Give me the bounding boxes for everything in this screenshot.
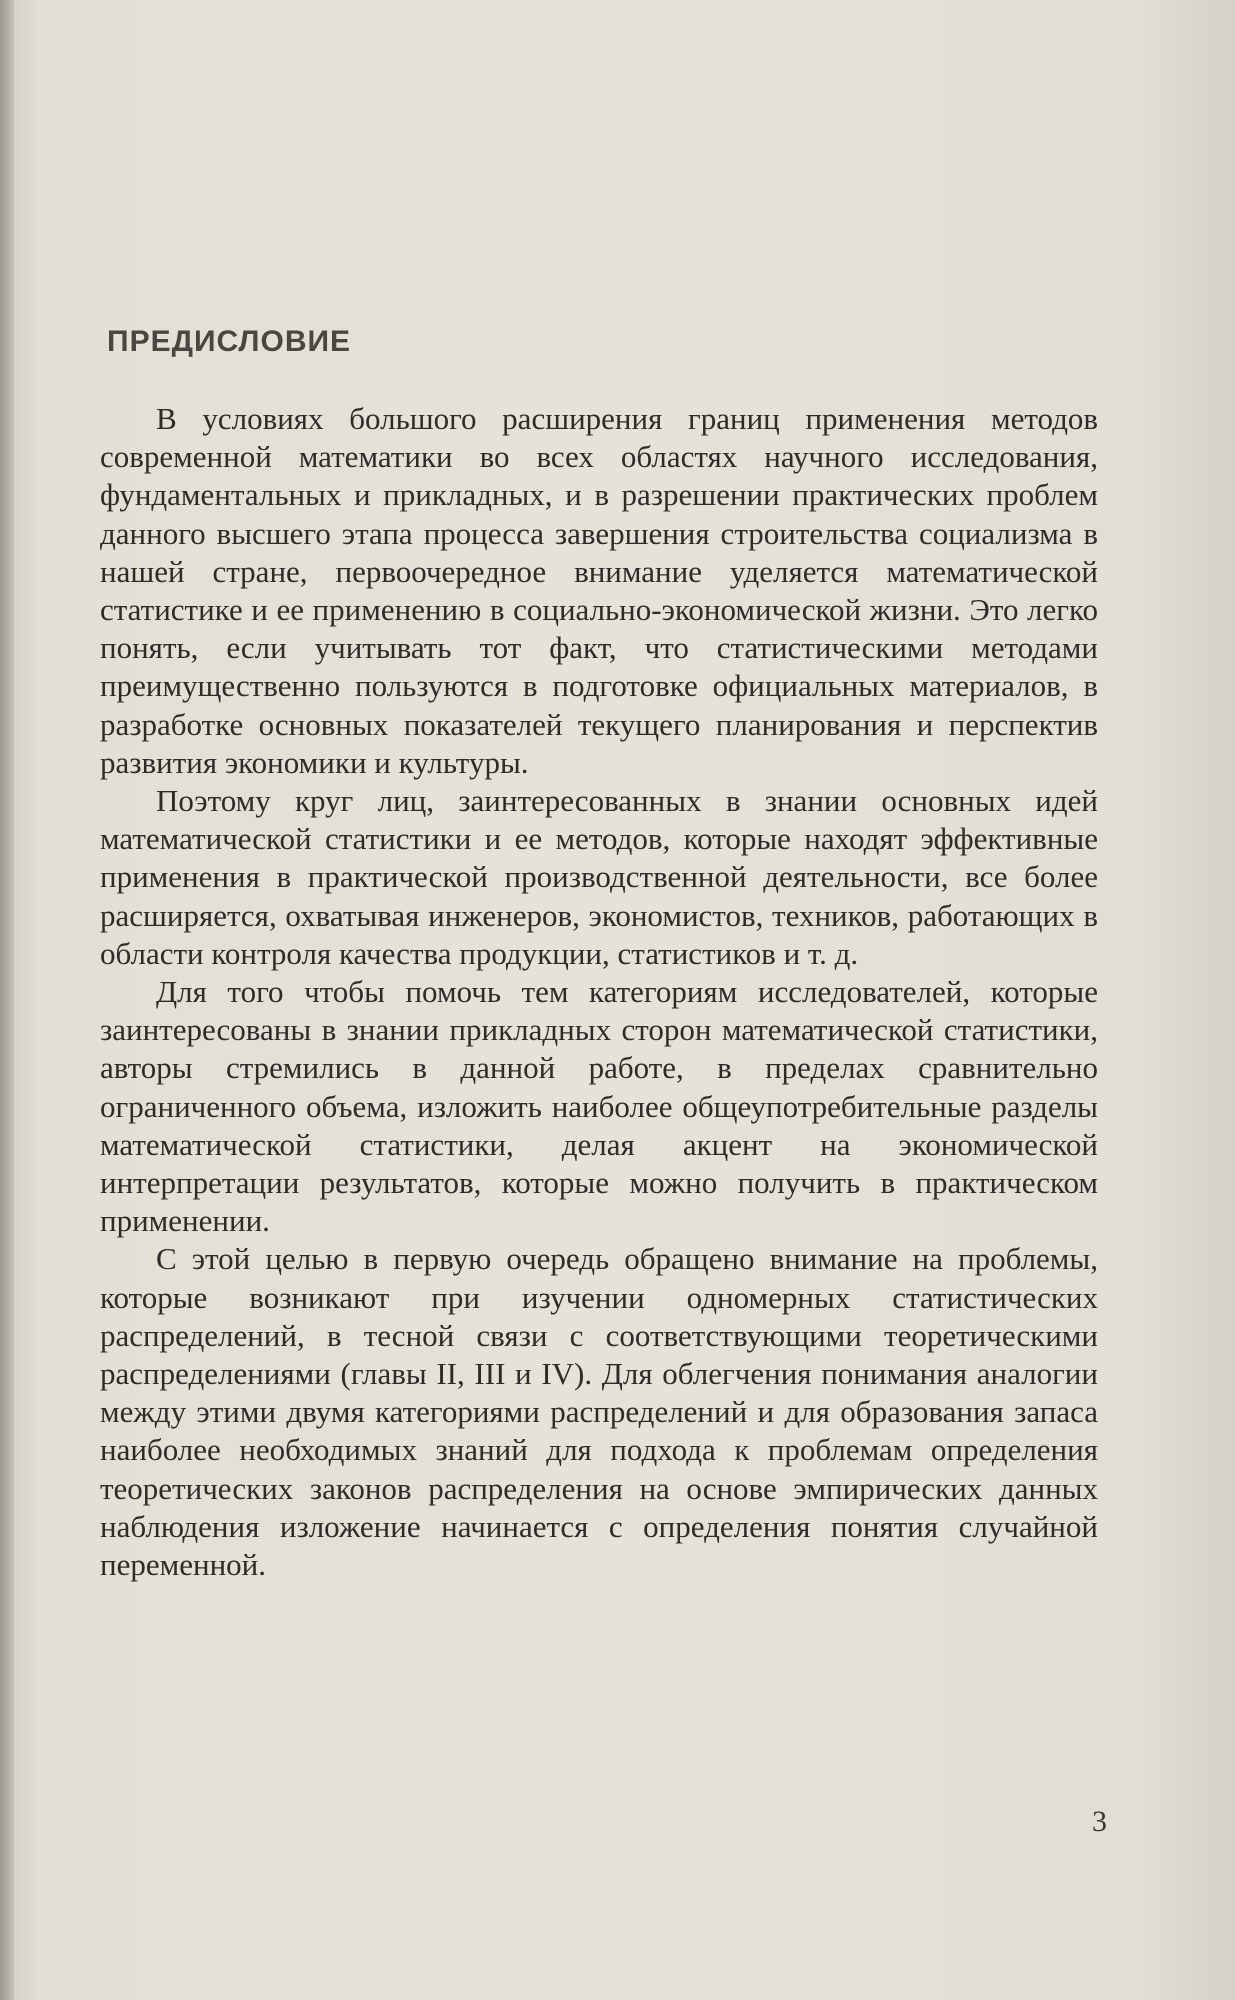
- paragraph-2: Поэтому круг лиц, заинтересованных в знании основных идей математической статистики и ее методов, которые находят эффективные применения в практической производственной деятельности, все более расширяется, охватывая инженеров, экономистов, техников, работающих в области контроля качества продукции, статистиков и т. д.: [100, 783, 1098, 971]
- paragraph-3: Для того чтобы помочь тем категориям исследователей, которые заинтересованы в знании прикладных сторон математической статистики, авторы стремились в данной работе, в пределах сравнительно ограниченного объема, изложить наиболее общеупотребительные разделы математической статистики, делая акцент на экономической интерпретации результатов, которые можно получить в практическом применении.: [100, 974, 1098, 1239]
- section-heading: ПРЕДИСЛОВИЕ: [107, 325, 352, 358]
- paragraph-4: С этой целью в первую очередь обращено внимание на проблемы, которые возникают при изучении одномерных статистических распределений, в тесной связи с соответствующими теоретическими распределениями (главы II, III и IV). Для облегчения понимания аналогии между этими двумя категориями распределений и для образования запаса наиболее необходимых знаний для подхода к проблемам определения теоретических законов распределения на основе эмпирических данных наблюдения изложение начинается с определения понятия случайной переменной.: [100, 1241, 1098, 1583]
- body-text: [100, 400, 1098, 1584]
- page-binding-edge: [0, 0, 14, 2000]
- paragraph-1: В условиях большого расширения границ применения методов современной математики во всех областях научного исследования, фундаментальных и прикладных, и в разрешении практических проблем данного высшего этапа процесса завершения строительства социализма в нашей стране, первоочередное внимание уделяется математической статистике и ее применению в социально-экономической жизни. Это легко понять, если учитывать тот факт, что статистическими методами преимущественно пользуются в подготовке официальных материалов, в разработке основных показателей текущего планирования и перспектив развития экономики и культуры.: [100, 401, 1098, 780]
- page-number: 3: [1092, 1805, 1107, 1838]
